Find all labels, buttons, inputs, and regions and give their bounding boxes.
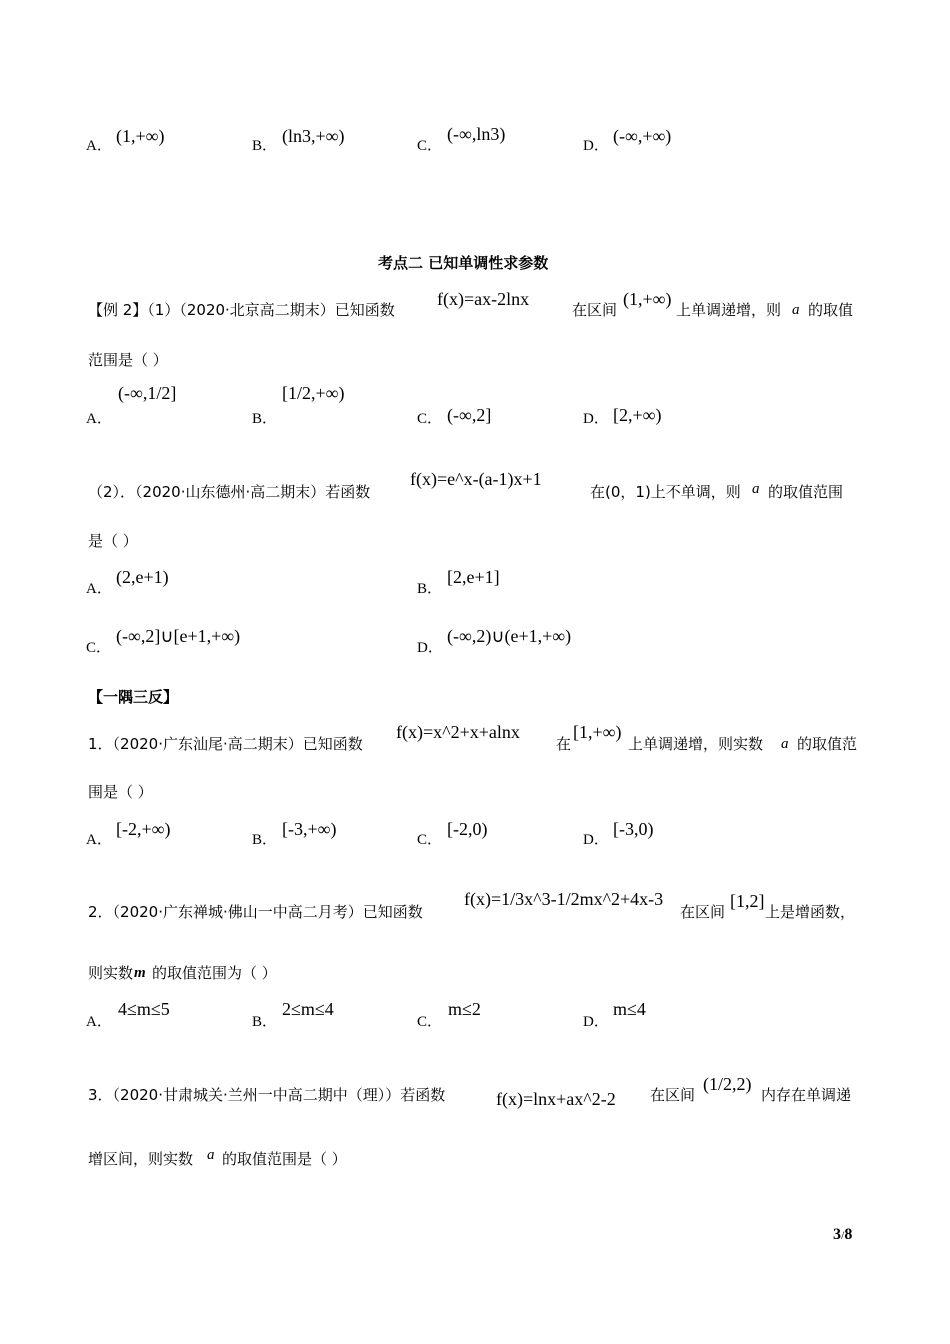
- option-label: D．: [417, 640, 443, 656]
- question-prefix: 【例 2】（1）（2020·北京高二期末）已知函数: [88, 301, 395, 319]
- question-text: 的取值范: [797, 735, 858, 753]
- page-sep: /: [841, 1228, 845, 1242]
- option-value: 2≤m≤4: [282, 999, 334, 1019]
- option-value: [2,e+1]: [447, 567, 500, 587]
- interval: [1,+∞): [573, 722, 622, 742]
- question-text: 在: [556, 735, 572, 753]
- practice-title: 【一隅三反】: [88, 688, 179, 706]
- question-text: 在(0，1)上不单调，则: [590, 483, 741, 501]
- option-label: C．: [417, 138, 443, 154]
- option-label: C．: [417, 411, 443, 427]
- question-line2: 增区间，则实数: [88, 1150, 194, 1168]
- question-line2: 的取值范围是（ ）: [222, 1150, 347, 1168]
- option-label: D．: [583, 138, 609, 154]
- option-label: B．: [417, 581, 443, 597]
- option-value: (1,+∞): [116, 126, 165, 146]
- page-total: 8: [844, 1226, 853, 1243]
- option-label: B．: [252, 1014, 278, 1030]
- option-value: (ln3,+∞): [282, 126, 345, 146]
- section-title: 考点二 已知单调性求参数: [378, 254, 549, 272]
- interval: (1/2,2): [703, 1074, 752, 1094]
- question-text: 上单调递增，则实数: [628, 735, 764, 753]
- option-label: C．: [86, 640, 112, 656]
- option-label: A．: [86, 1014, 112, 1030]
- question-prefix: 3．（2020·甘肃城关·兰州一中高二期中（理））若函数: [88, 1086, 446, 1104]
- question-text: 内存在单调递: [761, 1086, 852, 1104]
- question-text: 的取值范围: [768, 483, 844, 501]
- question-prefix: 1．（2020·广东汕尾·高二期末）已知函数: [88, 735, 363, 753]
- question-prefix: 2．（2020·广东禅城·佛山一中高二月考）已知函数: [88, 903, 423, 921]
- option-value: (2,e+1): [116, 567, 169, 587]
- option-value: [-2,+∞): [116, 819, 171, 839]
- question-text: 上是增函数，: [765, 903, 856, 921]
- option-value: [-3,+∞): [282, 819, 337, 839]
- variable: a: [781, 736, 789, 752]
- variable: m: [134, 965, 146, 981]
- option-label: D．: [583, 1014, 609, 1030]
- function-formula: f(x)=x^2+x+alnx: [396, 722, 520, 742]
- question-text: 在区间: [680, 903, 726, 921]
- question-prefix: （2）．（2020·山东德州·高二期末）若函数: [88, 483, 371, 501]
- option-label: C．: [417, 832, 443, 848]
- question-text: 在区间: [650, 1086, 696, 1104]
- option-value: [2,+∞): [613, 405, 662, 425]
- option-value: (-∞,2]∪[e+1,+∞): [116, 626, 241, 646]
- option-label: A．: [86, 411, 112, 427]
- option-label: C．: [417, 1014, 443, 1030]
- option-value: (-∞,2]: [447, 405, 492, 425]
- option-value: [-2,0): [447, 819, 488, 839]
- function-formula: f(x)=e^x-(a-1)x+1: [410, 469, 542, 489]
- function-formula: f(x)=ax-2lnx: [437, 289, 530, 309]
- variable: a: [752, 481, 760, 497]
- option-label: B．: [252, 138, 278, 154]
- page-current: 3: [833, 1226, 841, 1243]
- question-line2: 范围是（ ）: [88, 351, 168, 369]
- option-value: (-∞,1/2]: [118, 383, 177, 403]
- option-value: m≤4: [613, 999, 646, 1019]
- question-text: 在区间: [572, 301, 618, 319]
- question-line2: 是（ ）: [88, 532, 138, 550]
- option-label: A．: [86, 138, 112, 154]
- option-label: D．: [583, 411, 609, 427]
- question-text: 上单调递增，则: [676, 301, 782, 319]
- interval: (1,+∞): [623, 289, 672, 309]
- interval: [1,2]: [730, 891, 765, 911]
- option-value: (-∞,ln3): [447, 124, 506, 144]
- option-value: (-∞,2)∪(e+1,+∞): [447, 626, 572, 646]
- function-formula: f(x)=1/3x^3-1/2mx^2+4x-3: [464, 889, 664, 909]
- option-value: [1/2,+∞): [282, 383, 345, 403]
- question-text: 的取值: [808, 301, 854, 319]
- variable: a: [207, 1147, 215, 1163]
- option-value: [-3,0): [613, 819, 654, 839]
- option-value: (-∞,+∞): [613, 126, 672, 146]
- function-formula: f(x)=lnx+ax^2-2: [496, 1089, 616, 1109]
- option-label: A．: [86, 581, 112, 597]
- page-number: [833, 1227, 852, 1243]
- question-line2: 围是（ ）: [88, 783, 153, 801]
- question-line2: 则实数: [88, 964, 134, 982]
- option-label: B．: [252, 832, 278, 848]
- option-label: A．: [86, 832, 112, 848]
- variable: a: [792, 302, 800, 318]
- option-value: 4≤m≤5: [118, 999, 170, 1019]
- option-value: m≤2: [448, 999, 481, 1019]
- option-label: D．: [583, 832, 609, 848]
- option-label: B．: [252, 411, 278, 427]
- question-line2: 的取值范围为（ ）: [152, 964, 277, 982]
